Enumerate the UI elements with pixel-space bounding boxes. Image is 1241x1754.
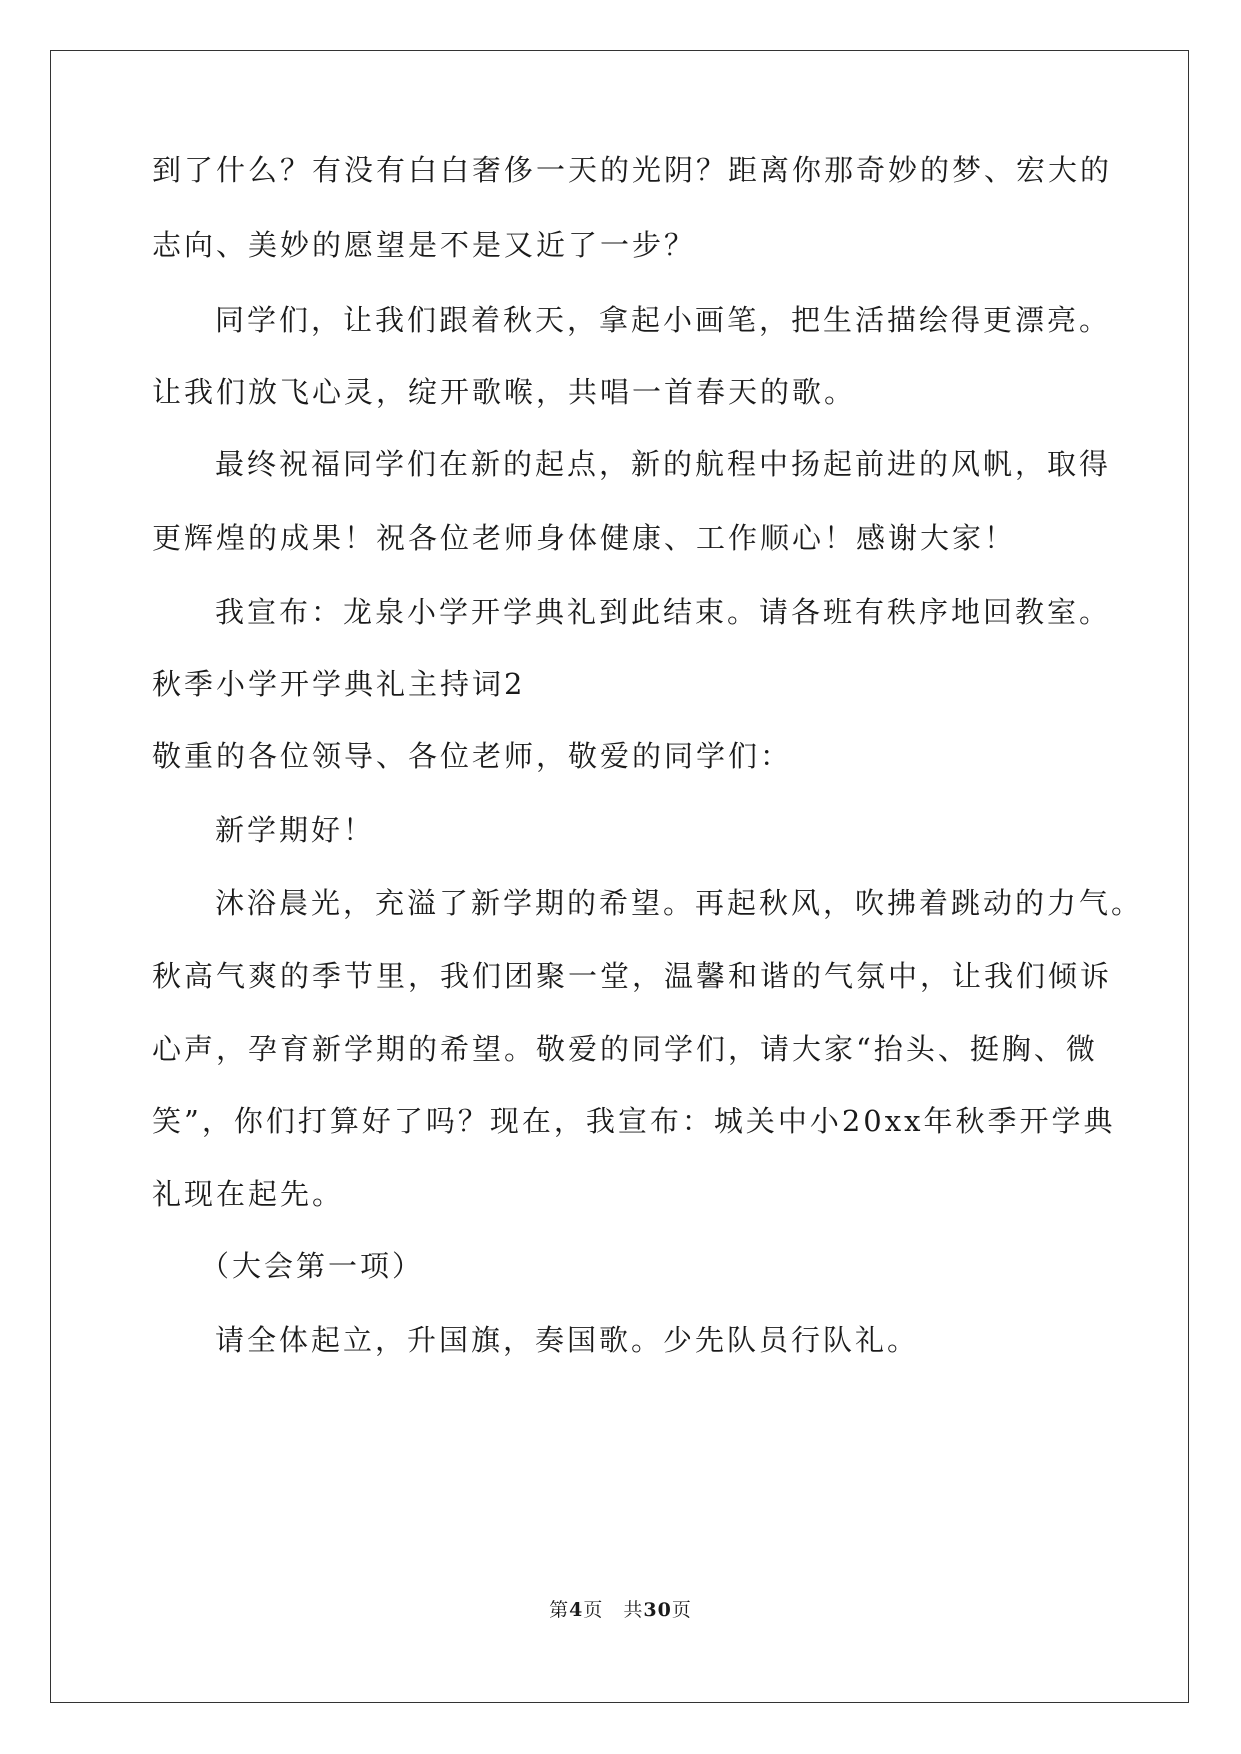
- footer-prefix: 第: [549, 1599, 570, 1621]
- current-page-number: 4: [569, 1599, 584, 1621]
- body-line: 心声，孕育新学期的希望。敬爱的同学们，请大家“抬头、挺胸、微: [152, 1032, 1098, 1066]
- body-line: 志向、美妙的愿望是不是又近了一步？: [152, 228, 697, 262]
- body-line: 秋高气爽的季节里，我们团聚一堂，温馨和谐的气氛中，让我们倾诉: [152, 959, 1113, 993]
- page-border: [50, 50, 1189, 1703]
- body-line: 礼现在起先。: [152, 1177, 345, 1211]
- body-line: 更辉煌的成果！祝各位老师身体健康、工作顺心！感谢大家！: [152, 521, 1017, 555]
- body-line: 同学们，让我们跟着秋天，拿起小画笔，把生活描绘得更漂亮。: [215, 303, 1112, 337]
- body-line: 沐浴晨光，充溢了新学期的希望。再起秋风，吹拂着跳动的力气。: [215, 886, 1144, 920]
- body-line: 让我们放飞心灵，绽开歌喉，共唱一首春天的歌。: [152, 375, 857, 409]
- agenda-item: （大会第一项）: [200, 1249, 425, 1283]
- greeting: 新学期好！: [215, 813, 376, 847]
- salutation: 敬重的各位领导、各位老师，敬爱的同学们：: [152, 739, 793, 773]
- body-line: 笑”，你们打算好了吗？现在，我宣布：城关中小20xx年秋季开学典: [152, 1104, 1116, 1138]
- footer-suffix: 页: [671, 1599, 692, 1621]
- footer-middle: 页 共: [583, 1599, 644, 1621]
- total-pages-number: 30: [643, 1599, 672, 1621]
- body-line: 最终祝福同学们在新的起点，新的航程中扬起前进的风帆，取得: [215, 447, 1112, 481]
- body-line: 请全体起立，升国旗，奏国歌。少先队员行队礼。: [215, 1323, 920, 1357]
- section-title: 秋季小学开学典礼主持词2: [152, 667, 526, 701]
- body-line: 到了什么？有没有白白奢侈一天的光阴？距离你那奇妙的梦、宏大的: [152, 153, 1113, 187]
- body-line: 我宣布：龙泉小学开学典礼到此结束。请各班有秩序地回教室。: [215, 595, 1112, 629]
- page-footer: [0, 1595, 1241, 1622]
